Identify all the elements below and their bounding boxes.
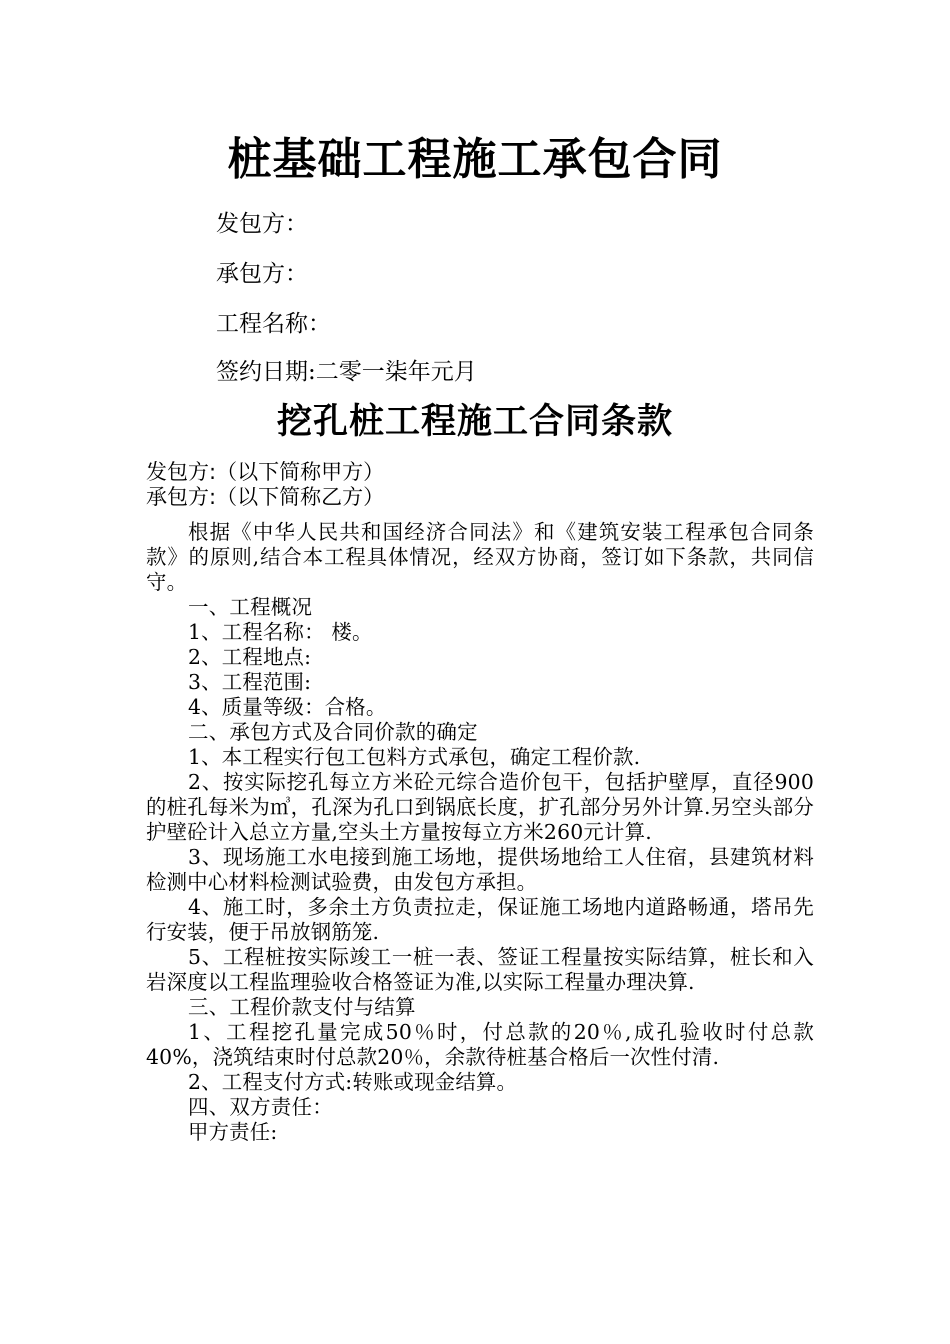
clause-pricing-5: 5、工程桩按实际竣工一桩一表、签证工程量按实际结算，桩长和入岩深度以工程监理验收合格签证为准,以实际工程量办理决算. [146,945,814,994]
employer-label: 发包方： [216,211,308,237]
clause-payment-2: 2、工程支付方式:转账或现金结算。 [188,1070,518,1094]
parties-block [146,460,384,510]
section-heading-payment: 三、工程价款支付与结算 [188,995,416,1019]
clause-project-location: 2、工程地点: [188,645,312,669]
section-heading-responsibilities: 四、双方责任： [188,1095,333,1119]
project-name-label: 工程名称： [216,311,331,337]
section-heading-overview: 一、工程概况 [188,595,313,619]
clause-project-scope: 3、工程范围: [188,670,312,694]
terms-body [146,520,814,1145]
clause-project-name: 1、工程名称： 楼。 [188,620,373,644]
clause-pricing-4: 4、施工时，多余土方负责拉走，保证施工场地内道路畅通，塔吊先行安装，便于吊放钢筋笼. [146,895,814,944]
section-heading-pricing: 二、承包方式及合同价款的确定 [188,720,478,744]
clause-payment-1: 1、工程挖孔量完成50％时，付总款的20％,成孔验收时付总款40%，浇筑结束时付总款20％，余款待桩基合格后一次性付清. [146,1020,814,1069]
clause-quality-grade: 4、质量等级：合格。 [188,695,387,719]
intro-paragraph: 根据《中华人民共和国经济合同法》和《建筑安装工程承包合同条款》的原则,结合本工程具体情况，经双方协商，签订如下条款，共同信守。 [146,520,814,594]
clause-pricing-1: 1、本工程实行包工包料方式承包，确定工程价款. [188,745,641,769]
clause-pricing-2: 2、按实际挖孔每立方米砼元综合造价包干，包括护壁厚，直径900的桩孔每米为㎥，孔深为孔口到锅底长度，扩孔部分另外计算.另空头部分护壁砼计入总立方量,空头土方量按每立方米260元计算. [146,770,814,844]
terms-title: 挖孔桩工程施工合同条款 [276,401,673,442]
contractor-label: 承包方： [216,261,308,287]
party-a-line: 发包方:（以下简称甲方） [146,460,385,484]
sign-date: 签约日期:二零一柒年元月 [216,359,477,385]
party-a-responsibilities-label: 甲方责任: [188,1120,278,1144]
contract-title: 桩基础工程施工承包合同 [227,134,723,185]
party-b-line: 承包方:（以下简称乙方） [146,485,385,509]
clause-pricing-3: 3、现场施工水电接到施工场地，提供场地给工人住宿，县建筑材料检测中心材料检测试验费，由发包方承担。 [146,845,814,894]
